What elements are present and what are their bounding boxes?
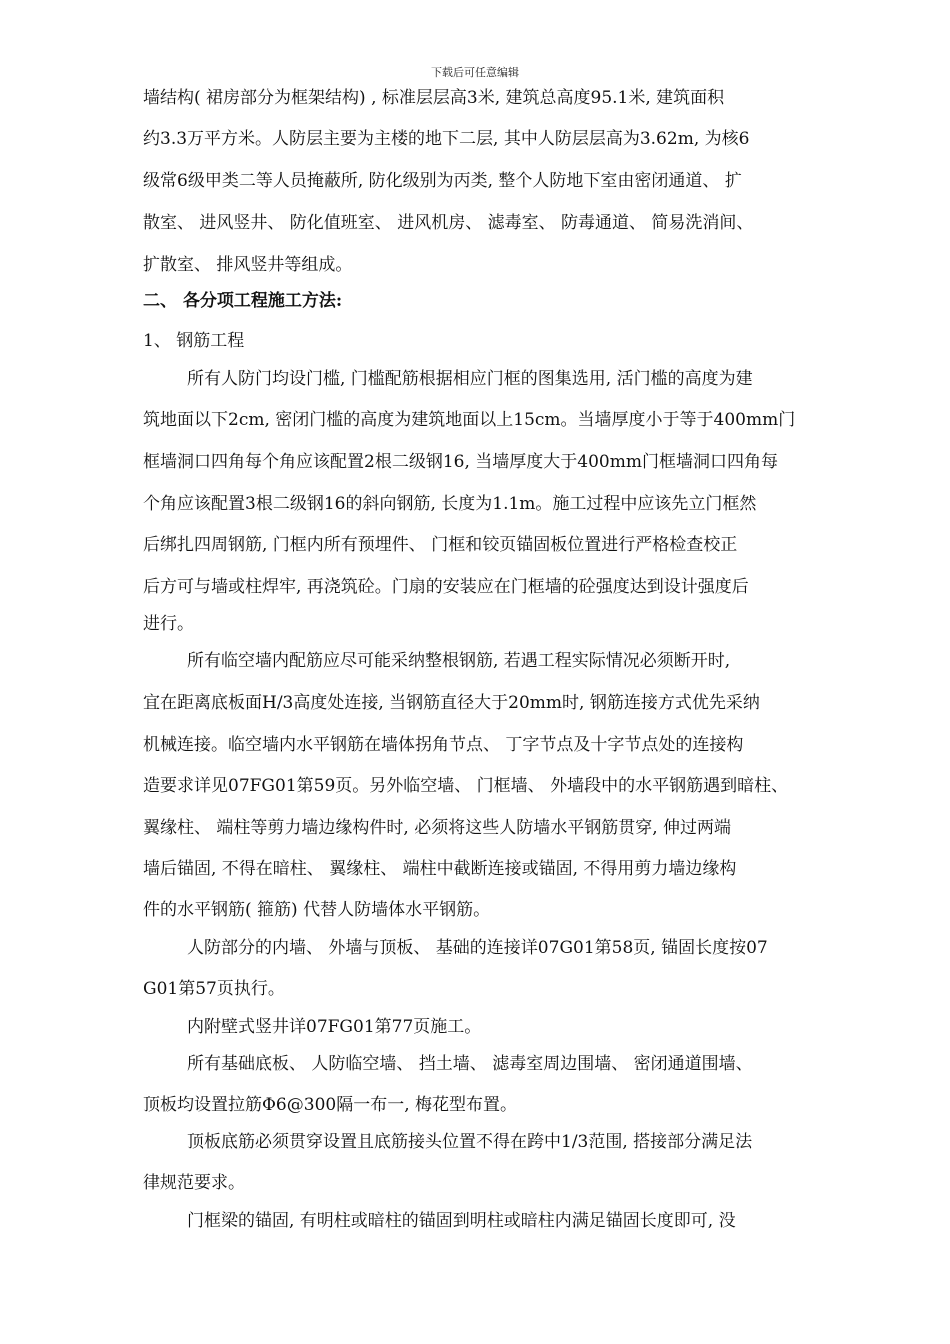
paragraph-line: 所有基础底板、 人防临空墙、 挡土墙、 滤毒室周边围墙、 密闭通道围墙、 — [187, 1054, 753, 1074]
paragraph-line: 所有人防门均设门槛, 门槛配筋根据相应门框的图集选用, 活门槛的高度为建 — [187, 369, 753, 389]
paragraph-line: 框墙洞口四角每个角应该配置2根二级钢16, 当墙厚度大于400mm门框墙洞口四角每 — [143, 452, 778, 472]
header-note: 下载后可任意编辑 — [431, 66, 519, 79]
paragraph-line: 筑地面以下2cm, 密闭门槛的高度为建筑地面以上15cm。当墙厚度小于等于400mm门 — [143, 410, 796, 430]
paragraph-line: 散室、 进风竖井、 防化值班室、 进风机房、 滤毒室、 防毒通道、 简易洗消间、 — [143, 213, 754, 233]
paragraph-line: 进行。 — [143, 614, 194, 634]
paragraph-line: 顶板均设置拉筋Φ6@300隔一布一, 梅花型布置。 — [143, 1095, 518, 1115]
paragraph-line: 人防部分的内墙、 外墙与顶板、 基础的连接详07G01第58页, 锚固长度按07 — [187, 938, 768, 958]
section-heading: 二、 各分项工程施工方法: — [143, 291, 343, 311]
subsection-heading: 1、 钢筋工程 — [143, 331, 245, 351]
paragraph-line: 机械连接。临空墙内水平钢筋在墙体拐角节点、 丁字节点及十字节点处的连接构 — [143, 735, 744, 755]
paragraph-line: 件的水平钢筋( 箍筋) 代替人防墙体水平钢筋。 — [143, 900, 491, 920]
paragraph-line: 造要求详见07FG01第59页。另外临空墙、 门框墙、 外墙段中的水平钢筋遇到暗柱、 — [143, 776, 789, 796]
paragraph-line: 律规范要求。 — [143, 1173, 245, 1193]
paragraph-line: 墙结构( 裙房部分为框架结构) , 标准层层高3米, 建筑总高度95.1米, 建筑面积 — [143, 88, 725, 108]
paragraph-line: 扩散室、 排风竖井等组成。 — [143, 255, 353, 275]
paragraph-line: 级常6级甲类二等人员掩蔽所, 防化级别为丙类, 整个人防地下室由密闭通道、 扩 — [143, 171, 742, 191]
paragraph-line: 墙后锚固, 不得在暗柱、 翼缘柱、 端柱中截断连接或锚固, 不得用剪力墙边缘构 — [143, 859, 737, 879]
paragraph-line: 后方可与墙或柱焊牢, 再浇筑砼。门扇的安装应在门框墙的砼强度达到设计强度后 — [143, 577, 749, 597]
paragraph-line: 约3.3万平方米。人防层主要为主楼的地下二层, 其中人防层层高为3.62m, 为核6 — [143, 129, 750, 149]
paragraph-line: 宜在距离底板面H/3高度处连接, 当钢筋直径大于20mm时, 钢筋连接方式优先采纳 — [143, 693, 760, 713]
paragraph-line: 内附壁式竖井详07FG01第77页施工。 — [187, 1017, 482, 1037]
paragraph-line: 所有临空墙内配筋应尽可能采纳整根钢筋, 若遇工程实际情况必须断开时, — [187, 651, 731, 671]
paragraph-line: 后绑扎四周钢筋, 门框内所有预埋件、 门框和铰页锚固板位置进行严格检查校正 — [143, 535, 738, 555]
paragraph-line: 翼缘柱、 端柱等剪力墙边缘构件时, 必须将这些人防墙水平钢筋贯穿, 伸过两端 — [143, 818, 732, 838]
paragraph-line: G01第57页执行。 — [143, 979, 285, 999]
paragraph-line: 门框梁的锚固, 有明柱或暗柱的锚固到明柱或暗柱内满足锚固长度即可, 没 — [187, 1211, 736, 1231]
paragraph-line: 个角应该配置3根二级钢16的斜向钢筋, 长度为1.1m。施工过程中应该先立门框然 — [143, 494, 757, 514]
paragraph-line: 顶板底筋必须贯穿设置且底筋接头位置不得在跨中1/3范围, 搭接部分满足法 — [187, 1132, 753, 1152]
